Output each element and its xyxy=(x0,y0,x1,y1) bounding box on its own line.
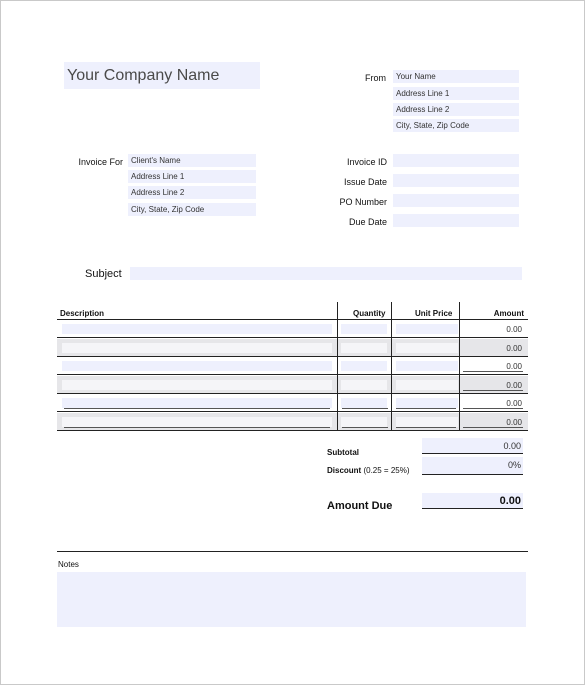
unit-price-header: Unit Price xyxy=(415,309,453,318)
table-row xyxy=(57,320,528,338)
client-name-field[interactable]: Client's Name xyxy=(128,154,256,167)
quantity-cell[interactable] xyxy=(341,417,387,427)
amount-cell[interactable]: 0.00 xyxy=(506,325,522,334)
cell-underline xyxy=(396,408,456,409)
amount-underline xyxy=(463,390,523,391)
column-divider xyxy=(391,302,392,431)
discount-label-text: Discount xyxy=(327,466,362,475)
discount-field[interactable]: 0% xyxy=(422,457,523,475)
from-address-1-field[interactable]: Address Line 1 xyxy=(393,87,519,100)
notes-label: Notes xyxy=(58,560,79,569)
subject-label: Subject xyxy=(85,268,122,280)
description-cell[interactable] xyxy=(62,343,332,353)
cell-underline xyxy=(342,427,388,428)
line-items-header xyxy=(57,302,528,320)
cell-underline xyxy=(64,427,330,428)
cell-underline xyxy=(342,408,388,409)
po-number-label: PO Number xyxy=(339,197,387,207)
cell-underline xyxy=(396,427,456,428)
notes-field[interactable] xyxy=(57,572,526,627)
subject-field[interactable] xyxy=(130,267,522,280)
from-address-2-field[interactable]: Address Line 2 xyxy=(393,103,519,116)
description-cell[interactable] xyxy=(62,417,332,427)
client-address-2-field[interactable]: Address Line 2 xyxy=(128,186,256,199)
table-row xyxy=(57,413,528,431)
unit-price-cell[interactable] xyxy=(396,380,458,390)
quantity-cell[interactable] xyxy=(341,324,387,334)
invoice-id-field[interactable] xyxy=(393,154,519,167)
po-number-field[interactable] xyxy=(393,194,519,207)
table-row xyxy=(57,376,528,394)
from-name-field[interactable]: Your Name xyxy=(393,70,519,83)
subtotal-label: Subtotal xyxy=(327,448,359,457)
quantity-header: Quantity xyxy=(353,309,386,318)
unit-price-cell[interactable] xyxy=(396,398,458,408)
description-cell[interactable] xyxy=(62,380,332,390)
discount-hint: (0.25 = 25%) xyxy=(363,466,410,475)
from-city-field[interactable]: City, State, Zip Code xyxy=(393,119,519,132)
subtotal-field[interactable]: 0.00 xyxy=(422,438,523,454)
unit-price-cell[interactable] xyxy=(396,417,458,427)
quantity-cell[interactable] xyxy=(341,380,387,390)
amount-underline xyxy=(463,427,523,428)
description-cell[interactable] xyxy=(62,324,332,334)
company-name-field[interactable]: Your Company Name xyxy=(64,62,260,89)
amount-header: Amount xyxy=(493,309,524,318)
due-date-field[interactable] xyxy=(393,214,519,227)
notes-divider xyxy=(57,551,528,552)
table-row xyxy=(57,357,528,375)
table-row xyxy=(57,394,528,412)
due-date-label: Due Date xyxy=(348,217,387,227)
amount-due-label: Amount Due xyxy=(327,500,393,512)
invoice-id-label: Invoice ID xyxy=(346,157,387,167)
amount-cell[interactable]: 0.00 xyxy=(506,343,522,353)
client-address-1-field[interactable]: Address Line 1 xyxy=(128,170,256,183)
discount-label xyxy=(327,466,410,475)
description-header: Description xyxy=(60,309,105,318)
unit-price-cell[interactable] xyxy=(396,324,458,334)
quantity-cell[interactable] xyxy=(341,343,387,353)
amount-cell[interactable]: 0.00 xyxy=(506,417,522,427)
quantity-cell[interactable] xyxy=(341,398,387,408)
column-divider xyxy=(337,302,338,431)
amount-cell[interactable]: 0.00 xyxy=(506,399,522,408)
invoice-for-label: Invoice For xyxy=(78,157,123,167)
from-label: From xyxy=(365,73,386,83)
description-cell[interactable] xyxy=(62,398,332,408)
client-city-field[interactable]: City, State, Zip Code xyxy=(128,203,256,216)
quantity-cell[interactable] xyxy=(341,361,387,371)
unit-price-cell[interactable] xyxy=(396,361,458,371)
issue-date-label: Issue Date xyxy=(343,177,387,187)
amount-cell[interactable]: 0.00 xyxy=(506,380,522,390)
column-divider xyxy=(459,302,460,431)
description-cell[interactable] xyxy=(62,361,332,371)
amount-underline xyxy=(463,408,523,409)
table-row xyxy=(57,339,528,357)
amount-cell[interactable]: 0.00 xyxy=(506,362,522,371)
issue-date-field[interactable] xyxy=(393,174,519,187)
amount-due-field[interactable]: 0.00 xyxy=(422,493,523,509)
unit-price-cell[interactable] xyxy=(396,343,458,353)
amount-underline xyxy=(463,371,523,372)
cell-underline xyxy=(64,408,330,409)
